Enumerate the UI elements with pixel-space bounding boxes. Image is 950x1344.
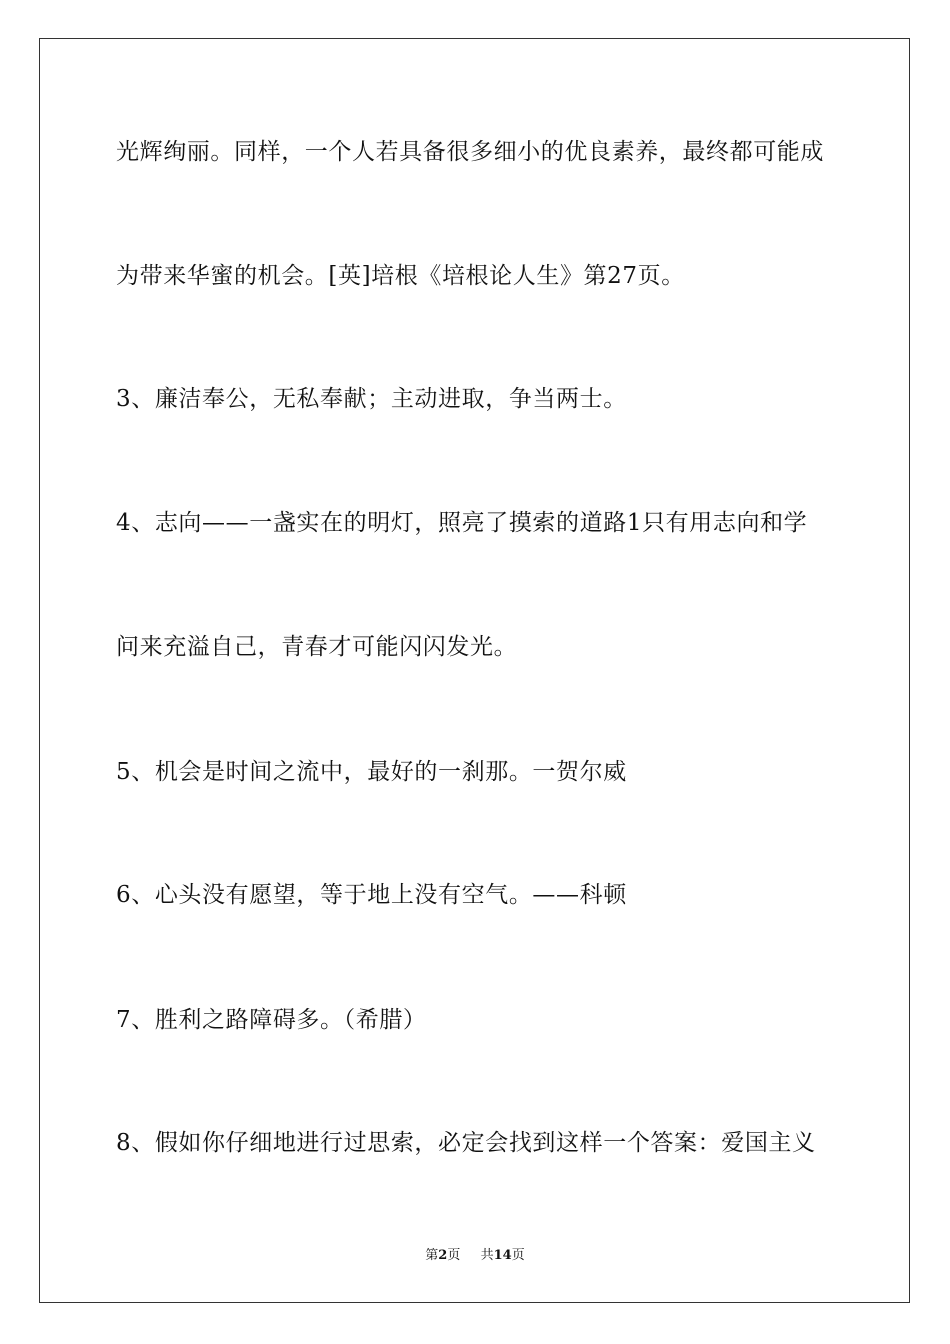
text-line-6: 5、机会是时间之流中，最好的一刹那。一贺尔威 bbox=[116, 759, 627, 785]
text-line-4: 4、志向——一盏实在的明灯，照亮了摸索的道路1只有用志向和学 bbox=[116, 510, 808, 536]
footer-total-prefix: 共 bbox=[480, 1248, 494, 1263]
footer-page-prefix: 第 bbox=[425, 1248, 439, 1263]
text-line-5: 问来充溢自己，青春才可能闪闪发光。 bbox=[116, 634, 518, 660]
footer-page-number: 2 bbox=[438, 1248, 448, 1263]
page-border bbox=[39, 38, 910, 1303]
footer-page-suffix: 页 bbox=[447, 1248, 461, 1263]
page-footer bbox=[0, 1247, 950, 1265]
text-line-7: 6、心头没有愿望，等于地上没有空气。——科顿 bbox=[116, 882, 627, 908]
text-line-1: 光辉绚丽。同样，一个人若具备很多细小的优良素养，最终都可能成 bbox=[116, 139, 824, 165]
footer-total-number: 14 bbox=[493, 1248, 512, 1263]
text-line-3: 3、廉洁奉公，无私奉献；主动进取，争当两士。 bbox=[116, 386, 627, 412]
footer-total-suffix: 页 bbox=[511, 1248, 525, 1263]
text-line-2: 为带来华蜜的机会。[英]培根《培根论人生》第27页。 bbox=[116, 263, 685, 289]
text-line-8: 7、胜利之路障碍多。（希腊） bbox=[116, 1007, 427, 1033]
text-line-9: 8、假如你仔细地进行过思索，必定会找到这样一个答案：爱国主义 bbox=[116, 1130, 816, 1156]
